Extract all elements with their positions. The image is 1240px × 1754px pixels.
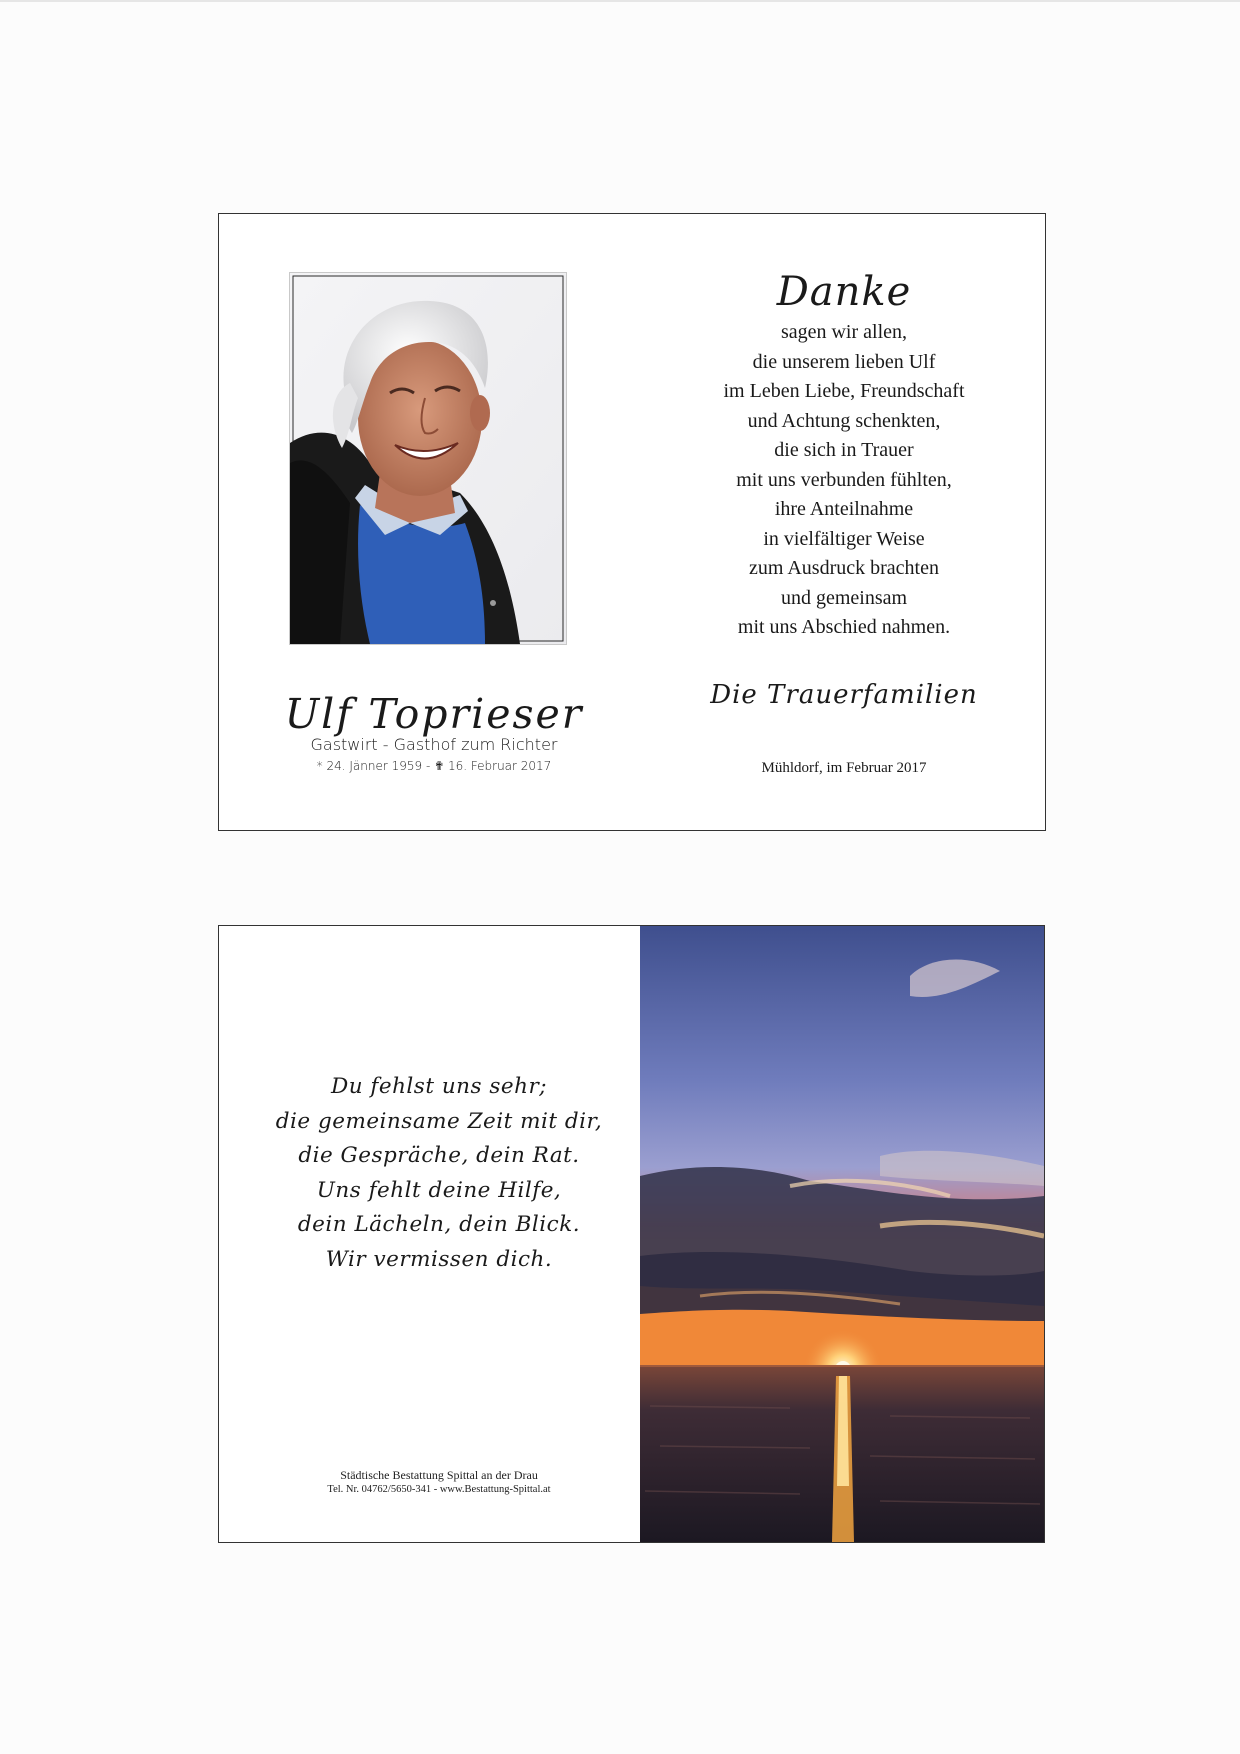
poem-line: die Gespräche, dein Rat. [298,1143,580,1168]
sunset-photo [640,926,1044,1542]
thanks-heading: Danke [776,269,912,315]
thanks-line: in vielfältiger Weise [763,527,925,550]
portrait-photo [289,272,567,645]
poem-card [218,925,1045,1543]
thanks-line: ihre Anteilnahme [774,498,914,520]
thanks-line: und gemeinsam [780,586,908,609]
scan-edge [0,0,1240,2]
signature: Die Trauerfamilien [710,680,978,710]
thanks-text [664,318,1024,643]
poem-line: die gemeinsame Zeit mit dir, [275,1108,603,1134]
footer-company: Städtische Bestattung Spittal an der Drau [340,1468,538,1482]
poem-line: Uns fehlt deine Hilfe, [316,1177,562,1203]
thanks-line: sagen wir allen, [780,321,908,343]
place-date: Mühldorf, im Februar 2017 [761,760,927,776]
thank-you-card [218,213,1046,831]
poem-line: dein Lächeln, dein Blick. [297,1212,581,1237]
thanks-line: und Achtung schenkten, [747,409,941,432]
thanks-line: im Leben Liebe, Freundschaft [723,380,965,402]
thanks-line: zum Ausdruck brachten [749,557,939,579]
poem-line: Du fehlst uns sehr; [330,1074,548,1099]
thanks-line: die sich in Trauer [774,439,914,461]
deceased-dates: * 24. Jänner 1959 - ✟ 16. Februar 2017 [316,759,552,773]
thanks-line: die unserem lieben Ulf [752,350,936,373]
poem [239,1070,639,1277]
poem-line: Wir vermissen dich. [325,1246,553,1272]
thanks-line: mit uns Abschied nahmen. [737,616,951,638]
footer-contact: Tel. Nr. 04762/5650-341 - www.Bestattung-Spittal.at [327,1484,551,1495]
deceased-name: Ulf Toprieser [284,690,584,738]
thanks-line: mit uns verbunden fühlten, [736,468,952,491]
deceased-occupation: Gastwirt - Gasthof zum Richter [310,735,558,754]
